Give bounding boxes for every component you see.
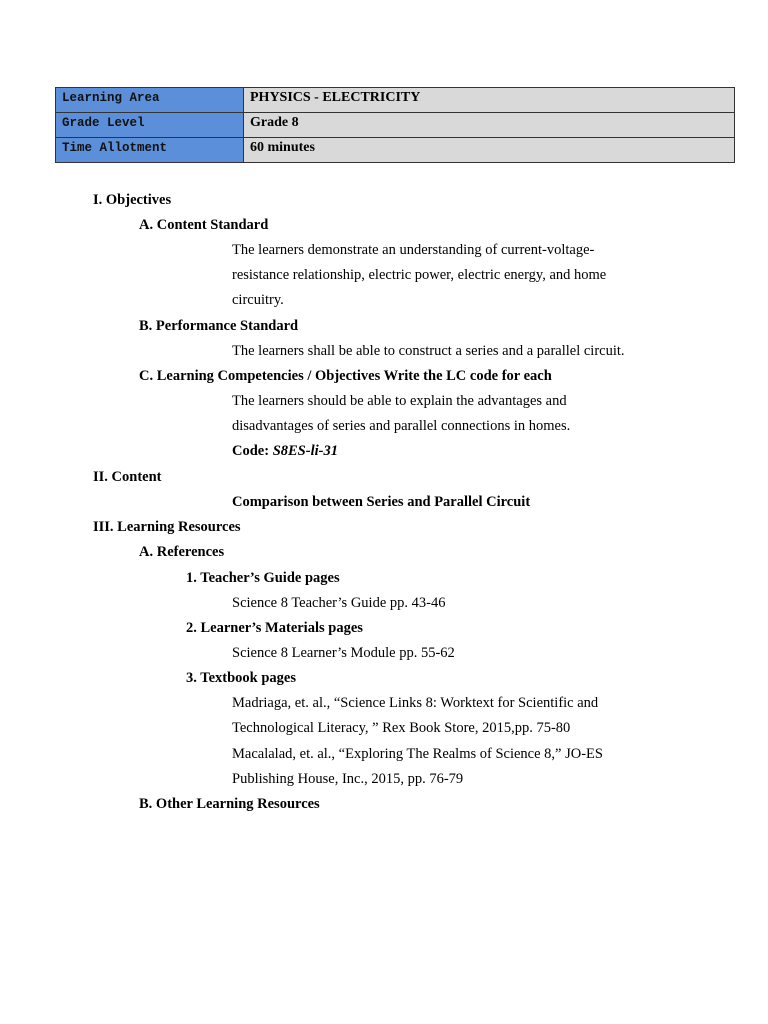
info-value: PHYSICS - ELECTRICITY [244,88,735,113]
info-label: Grade Level [56,113,244,138]
learners-materials-text: Science 8 Learner’s Module pp. 55-62 [232,645,455,661]
teachers-guide-heading: 1. Teacher’s Guide pages [186,570,340,586]
lc-code-value: S8ES-li-31 [272,443,338,459]
teachers-guide-text: Science 8 Teacher’s Guide pp. 43-46 [232,595,446,611]
info-row-time-allotment [56,138,735,163]
textbook-line: Macalalad, et. al., “Exploring The Realms of Science 8,” JO-ES [232,746,603,762]
textbook-heading: 3. Textbook pages [186,670,296,686]
content-standard-heading: A. Content Standard [139,217,269,233]
learners-materials-heading: 2. Learner’s Materials pages [186,620,363,636]
content-standard-line: The learners demonstrate an understanding of current-voltage- [232,242,595,258]
competencies-line: disadvantages of series and parallel connections in homes. [232,418,571,434]
textbook-line: Madriaga, et. al., “Science Links 8: Worktext for Scientific and [232,695,599,711]
content-standard-line: resistance relationship, electric power, electric energy, and home [232,267,607,283]
lc-code-label: Code: [232,443,273,459]
content-heading: II. Content [93,469,162,485]
info-label: Time Allotment [56,138,244,163]
info-row-grade-level [56,113,735,138]
performance-standard-heading: B. Performance Standard [139,318,299,334]
textbook-line: Publishing House, Inc., 2015, pp. 76-79 [232,771,464,787]
other-resources-heading: B. Other Learning Resources [139,796,320,812]
lesson-info-table [55,87,735,163]
lc-code [232,442,338,460]
competencies-heading: C. Learning Competencies / Objectives Write the LC code for each [139,368,552,384]
resources-heading: III. Learning Resources [93,519,241,535]
objectives-heading: I. Objectives [93,192,172,208]
content-text: Comparison between Series and Parallel Circuit [232,494,531,510]
content-standard-line: circuitry. [232,292,284,308]
info-value: Grade 8 [244,113,735,138]
references-heading: A. References [139,544,225,560]
info-row-learning-area [56,88,735,113]
competencies-line: The learners should be able to explain the advantages and [232,393,567,409]
performance-standard-line: The learners shall be able to construct a series and a parallel circuit. [232,343,625,359]
info-label: Learning Area [56,88,244,113]
info-value: 60 minutes [244,138,735,163]
textbook-line: Technological Literacy, ” Rex Book Store, 2015,pp. 75-80 [232,720,571,736]
